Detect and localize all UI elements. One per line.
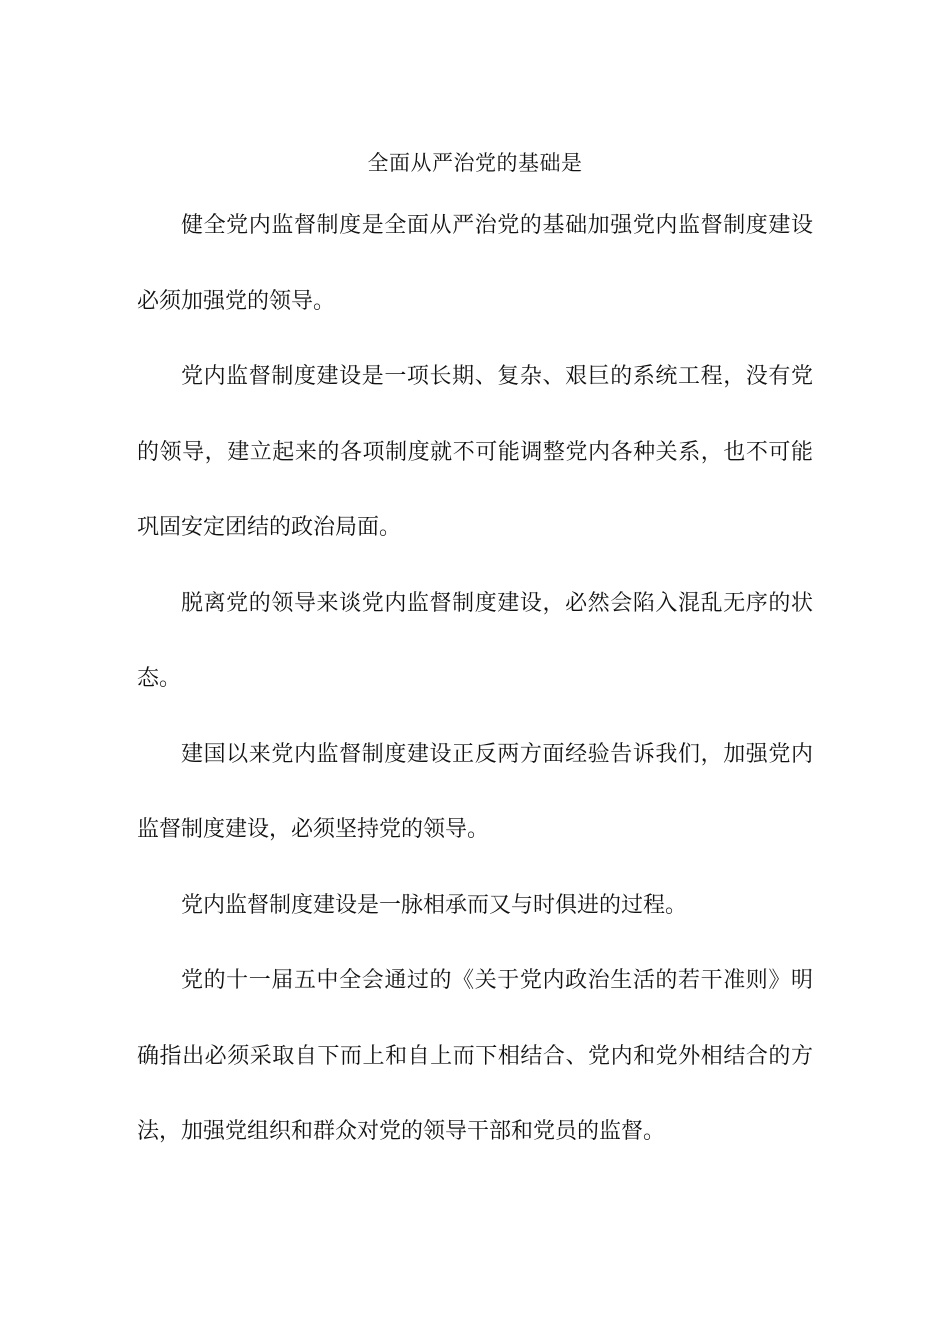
paragraph: 党内监督制度建设是一项长期、复杂、艰巨的系统工程，没有党的领导，建立起来的各项制度就不可能调整党内各种关系，也不可能巩固安定团结的政治局面。 <box>137 364 813 540</box>
paragraph: 党的十一届五中全会通过的《关于党内政治生活的若干准则》明确指出必须采取自下而上和自上而下相结合、党内和党外相结合的方法，加强党组织和群众对党的领导干部和党员的监督。 <box>137 968 813 1144</box>
paragraph: 脱离党的领导来谈党内监督制度建设，必然会陷入混乱无序的状态。 <box>137 590 813 691</box>
paragraph: 党内监督制度建设是一脉相承而又与时俱进的过程。 <box>181 892 688 918</box>
paragraph: 健全党内监督制度是全面从严治党的基础加强党内监督制度建设必须加强党的领导。 <box>137 213 813 314</box>
document-title: 全面从严治党的基础是 <box>367 151 583 175</box>
document-body <box>137 188 813 1170</box>
paragraph: 建国以来党内监督制度建设正反两方面经验告诉我们，加强党内监督制度建设，必须坚持党的领导。 <box>137 741 813 842</box>
